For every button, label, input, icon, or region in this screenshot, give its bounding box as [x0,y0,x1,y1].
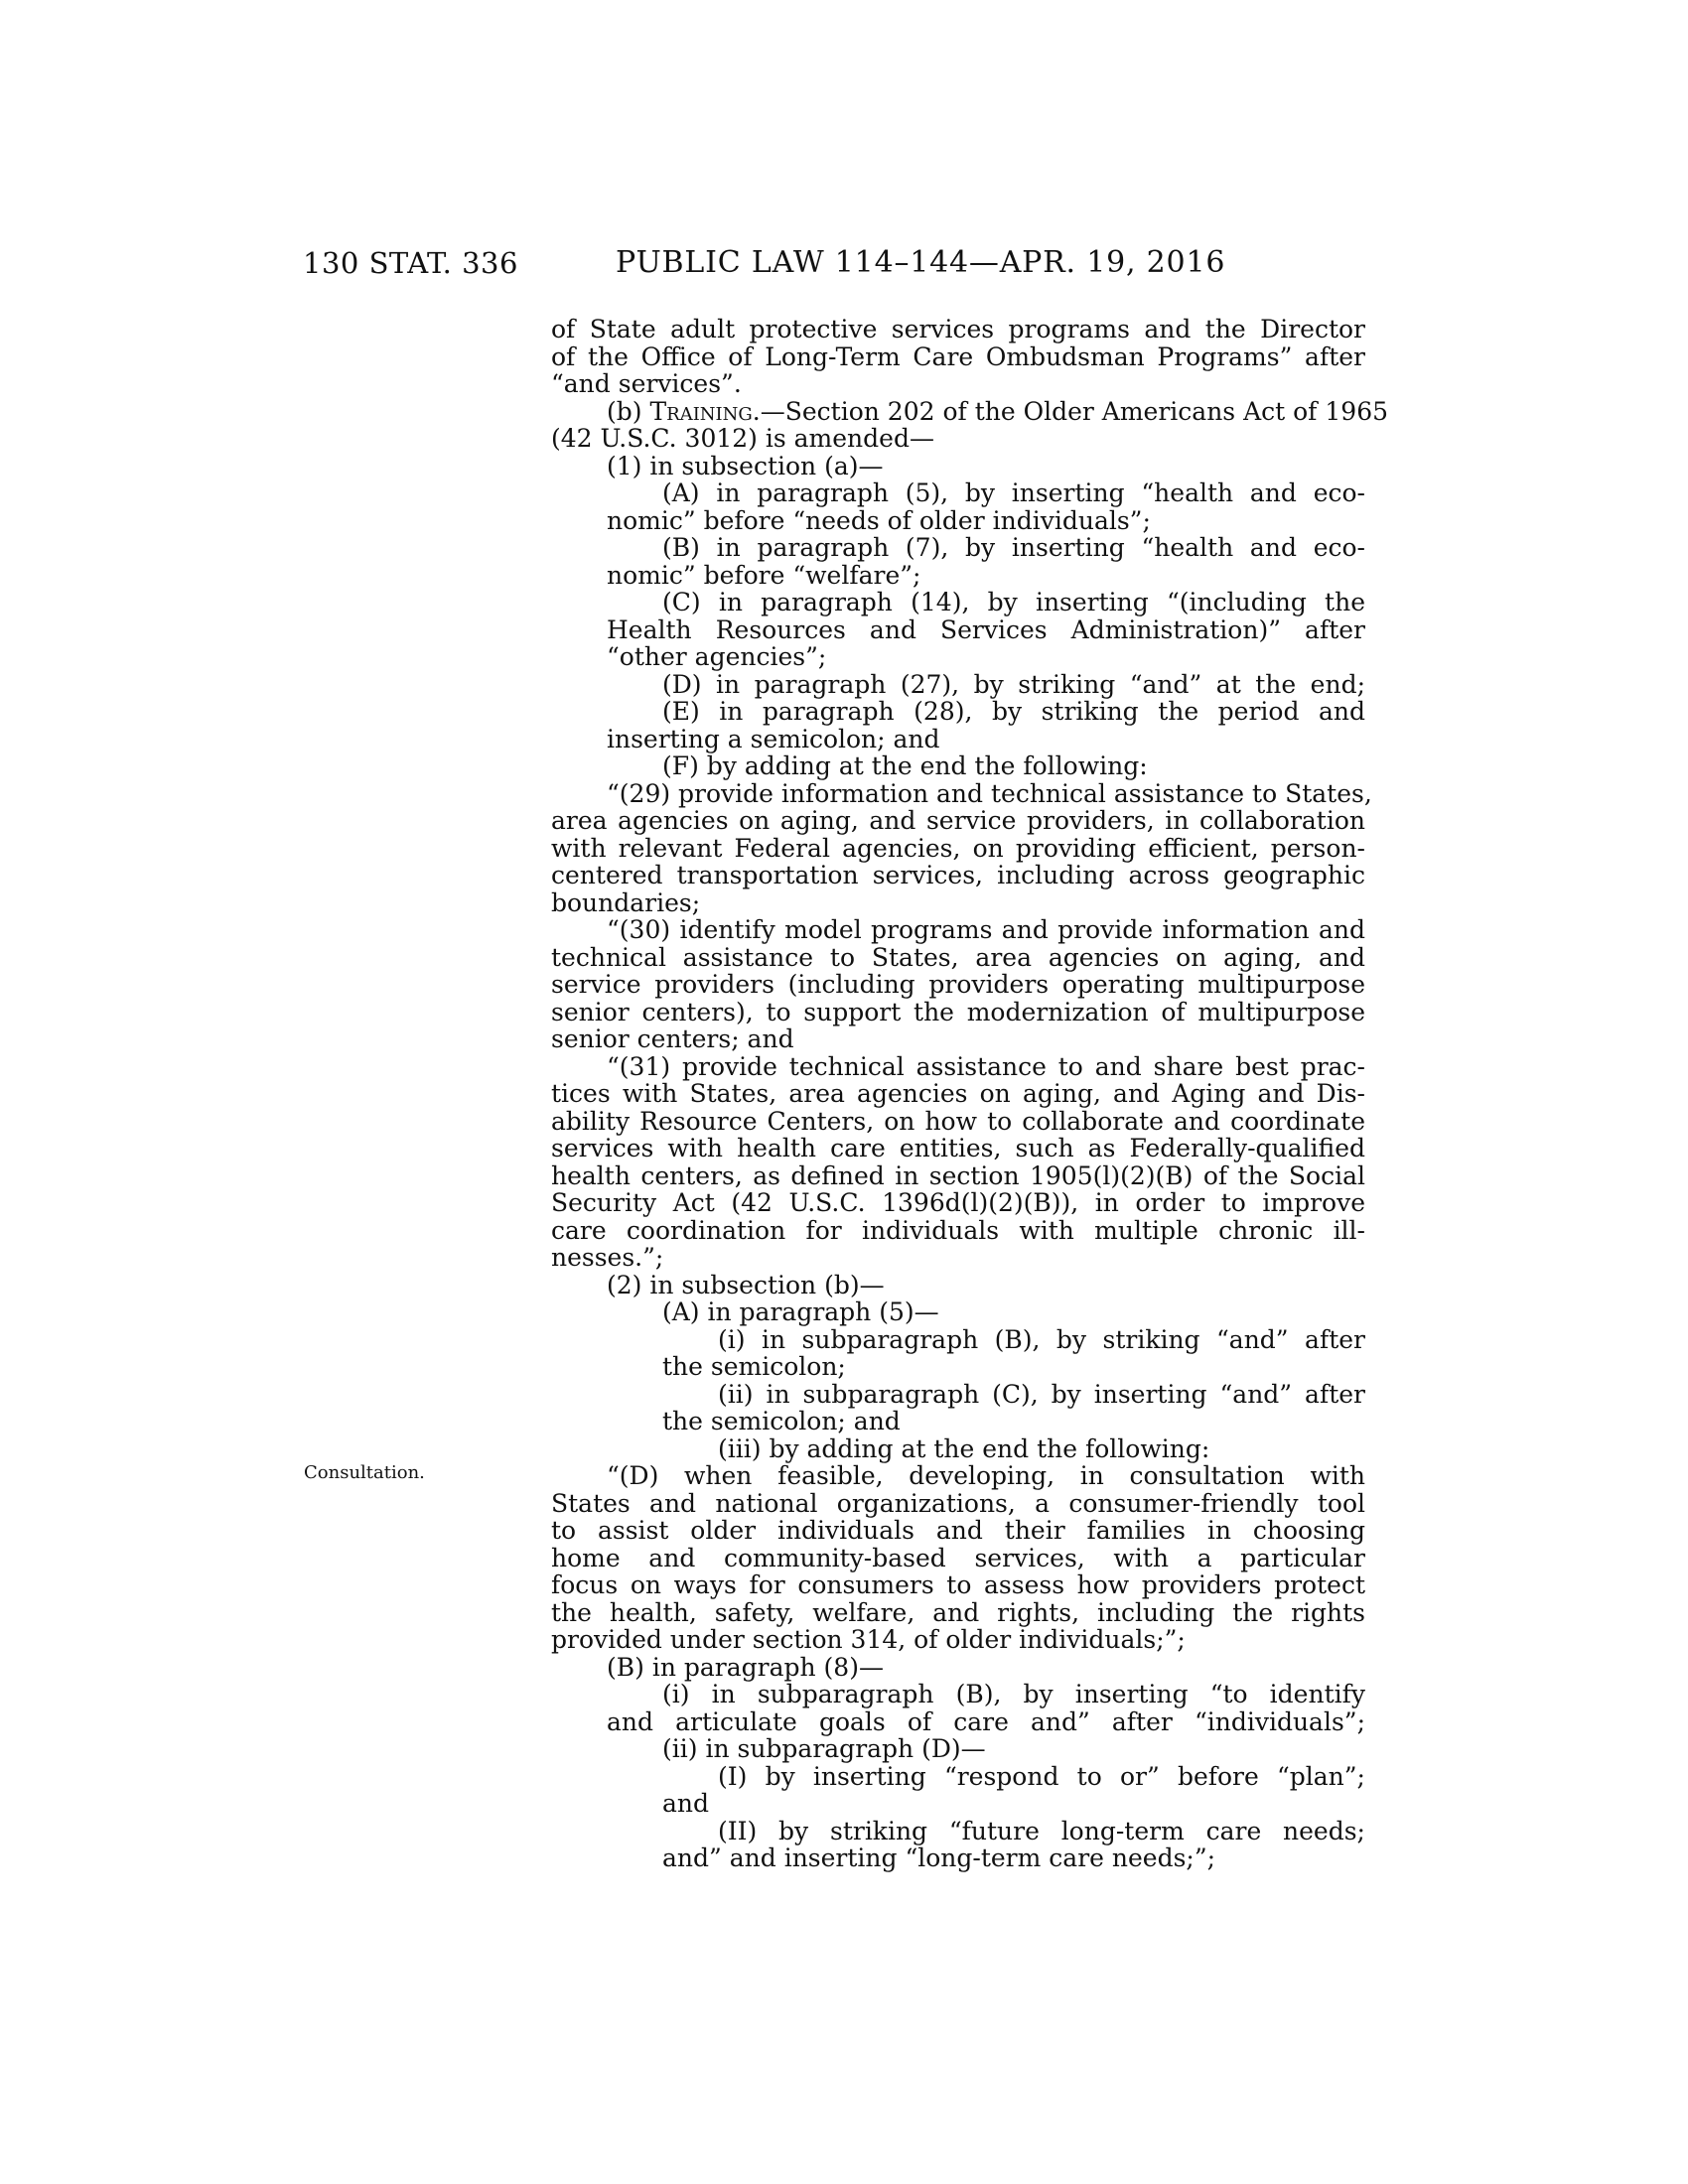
text-line: (B) in paragraph (8)— [607,1652,884,1682]
text-line: (42 U.S.C. 3012) is amended— [551,424,934,453]
text-line: “(30) identify model programs and provide information and [607,915,1365,944]
text-line: States and national organizations, a consumer-friendly tool [551,1488,1365,1518]
text-line: “other agencies”; [607,642,827,671]
text-line: (I) by inserting “respond to or” before “plan”; [718,1761,1365,1791]
text-line: (C) in paragraph (14), by inserting “(including the [662,588,1365,616]
text-line: (F) by adding at the end the following: [662,751,1148,780]
page-heading: PUBLIC LAW 114–144—APR. 19, 2016 [616,245,1226,280]
text-line: centered transportation services, including across geographic [551,861,1365,889]
text-line: area agencies on aging, and service providers, in collaboration [551,806,1365,835]
text-line: with relevant Federal agencies, on providing efficient, person- [551,833,1365,863]
text-line: of the Office of Long-Term Care Ombudsman Programs” after [551,341,1365,371]
text-line: nomic” before “needs of older individuals”; [607,505,1151,535]
text-line: “and services”. [551,369,742,398]
text-line: “(D) when feasible, developing, in consultation with [607,1461,1365,1490]
text-line: (ii) in subparagraph (C), by inserting “and” after [718,1379,1365,1409]
text-line: and [662,1789,710,1818]
text-line: Security Act (42 U.S.C. 1396d(l)(2)(B)), in order to improve [551,1188,1365,1217]
text-line: (A) in paragraph (5)— [662,1297,939,1326]
text-line: inserting a semicolon; and [607,724,940,753]
statute-body [551,315,1389,1872]
text-line: (iii) by adding at the end the following: [718,1433,1210,1463]
text-line: boundaries; [551,887,701,917]
text-line: nomic” before “welfare”; [607,560,921,590]
text-line: and articulate goals of care and” after “individuals”; [607,1706,1365,1736]
text-line: home and community-based services, with a particular [551,1543,1365,1572]
section-heading-word: Training [649,396,753,426]
text-line: (A) in paragraph (5), by inserting “health and eco- [662,478,1365,507]
text-line: (ii) in subparagraph (D)— [662,1734,986,1763]
margin-note: Consultation. [304,1462,425,1483]
text-line: (II) by striking “future long-term care needs; [718,1816,1365,1845]
text-line: to assist older individuals and their families in choosing [551,1516,1365,1545]
text-line: tices with States, area agencies on aging, and Aging and Dis- [551,1079,1365,1108]
text-line: senior centers), to support the modernization of multipurpose [551,997,1365,1026]
text-line: services with health care entities, such as Federally-qualified [551,1134,1365,1162]
text-line: (i) in subparagraph (B), by inserting “to identify [662,1680,1365,1708]
text-line: and” and inserting “long-term care needs;”; [662,1843,1216,1872]
text-line: (D) in paragraph (27), by striking “and” at the end; [662,669,1365,699]
text-line: (b) Training.—Section 202 of the Older Americans Act of 1965 [607,396,1389,426]
text-line: focus on ways for consumers to assess how providers protect [551,1570,1365,1599]
page-citation: 130 STAT. 336 [303,246,518,280]
text-line: senior centers; and [551,1024,794,1053]
text-line: the semicolon; and [662,1407,901,1435]
text-line: service providers (including providers operating multipurpose [551,970,1365,999]
text-line: care coordination for individuals with multiple chronic ill- [551,1215,1365,1245]
text-line: (i) in subparagraph (B), by striking “and” after [718,1324,1365,1354]
text-line: the health, safety, welfare, and rights, including the rights [551,1597,1365,1627]
text-line: “(29) provide information and technical assistance to States, [607,778,1372,808]
text-line: nesses.”; [551,1243,664,1272]
text-line: (1) in subsection (a)— [607,451,884,480]
text-line: (2) in subsection (b)— [607,1270,885,1299]
text-line: “(31) provide technical assistance to and share best prac- [607,1051,1365,1081]
text-line: Health Resources and Services Administration)” after [607,614,1365,644]
text-line: (E) in paragraph (28), by striking the period and [662,697,1365,726]
text-line: health centers, as defined in section 1905(l)(2)(B) of the Social [551,1160,1365,1190]
text-line: technical assistance to States, area agencies on aging, and [551,942,1365,972]
text-line: provided under section 314, of older individuals;”; [551,1625,1186,1654]
text-line: the semicolon; [662,1352,846,1381]
text-line: ability Resource Centers, on how to collaborate and coordinate [551,1106,1365,1136]
text-line: of State adult protective services programs and the Director [551,315,1365,343]
text-line: (B) in paragraph (7), by inserting “health and eco- [662,533,1365,562]
